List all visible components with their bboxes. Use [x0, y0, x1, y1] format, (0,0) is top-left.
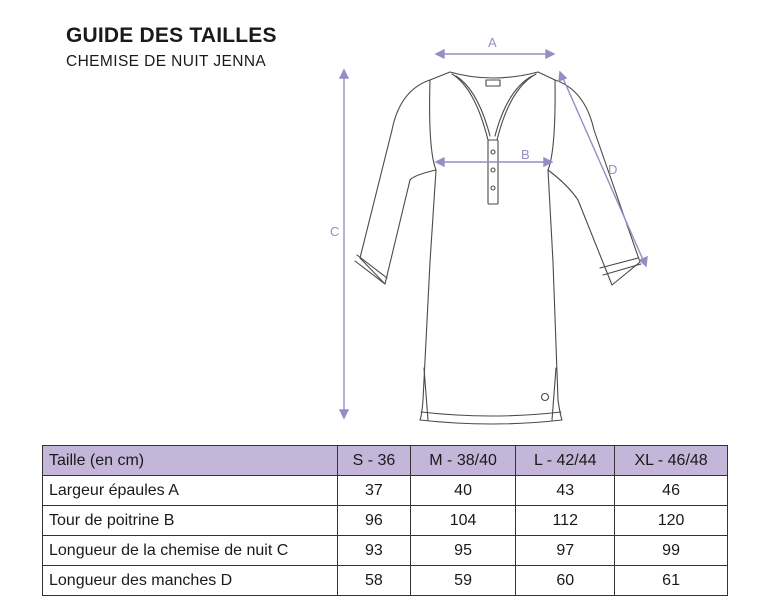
page-subtitle: CHEMISE DE NUIT JENNA	[66, 53, 267, 70]
button	[491, 168, 495, 172]
table-row	[43, 566, 728, 596]
left-sleeve	[360, 80, 436, 284]
page-title: GUIDE DES TAILLES	[66, 24, 277, 47]
table-cell: 61	[615, 566, 728, 596]
column-header: Taille (en cm)	[43, 446, 338, 476]
table-cell: 99	[615, 536, 728, 566]
measure-d-label: D	[608, 162, 618, 177]
table-header-row	[43, 446, 728, 476]
table-cell: 37	[338, 476, 411, 506]
row-label: Tour de poitrine B	[43, 506, 338, 536]
table-cell: 95	[410, 536, 515, 566]
neckline-inner	[456, 76, 532, 136]
neck-label	[486, 80, 500, 86]
table-cell: 60	[516, 566, 615, 596]
button	[491, 150, 495, 154]
table-cell: 40	[410, 476, 515, 506]
table-row	[43, 506, 728, 536]
measure-a-arrow-left	[436, 50, 444, 58]
column-header: XL - 46/48	[615, 446, 728, 476]
table-cell: 96	[338, 506, 411, 536]
table-cell: 97	[516, 536, 615, 566]
table-cell: 104	[410, 506, 515, 536]
column-header: S - 36	[338, 446, 411, 476]
column-header: L - 42/44	[516, 446, 615, 476]
measure-d-line	[562, 76, 644, 262]
table-cell: 112	[516, 506, 615, 536]
neckline	[452, 74, 536, 140]
table-cell: 43	[516, 476, 615, 506]
hem	[421, 412, 561, 416]
measure-a-label: A	[488, 35, 497, 50]
measure-c-label: C	[330, 224, 340, 239]
table-row	[43, 476, 728, 506]
row-label: Largeur épaules A	[43, 476, 338, 506]
measure-c-arrow-top	[340, 70, 348, 78]
garment-outline	[420, 72, 562, 424]
table-cell: 59	[410, 566, 515, 596]
size-table	[42, 445, 728, 596]
measure-b-arrow-left	[436, 158, 444, 166]
measure-d-arrow-bottom	[640, 257, 647, 266]
right-sleeve	[548, 80, 640, 285]
table-cell: 58	[338, 566, 411, 596]
button	[491, 186, 495, 190]
table-row	[43, 536, 728, 566]
measure-a-arrow-right	[546, 50, 554, 58]
logo-charm	[542, 394, 549, 401]
table-cell: 120	[615, 506, 728, 536]
column-header: M - 38/40	[410, 446, 515, 476]
measure-b-label: B	[521, 147, 530, 162]
table-cell: 46	[615, 476, 728, 506]
table-cell: 93	[338, 536, 411, 566]
measure-c-arrow-bottom	[340, 410, 348, 418]
measure-d-arrow-top	[559, 72, 566, 81]
row-label: Longueur de la chemise de nuit C	[43, 536, 338, 566]
row-label: Longueur des manches D	[43, 566, 338, 596]
